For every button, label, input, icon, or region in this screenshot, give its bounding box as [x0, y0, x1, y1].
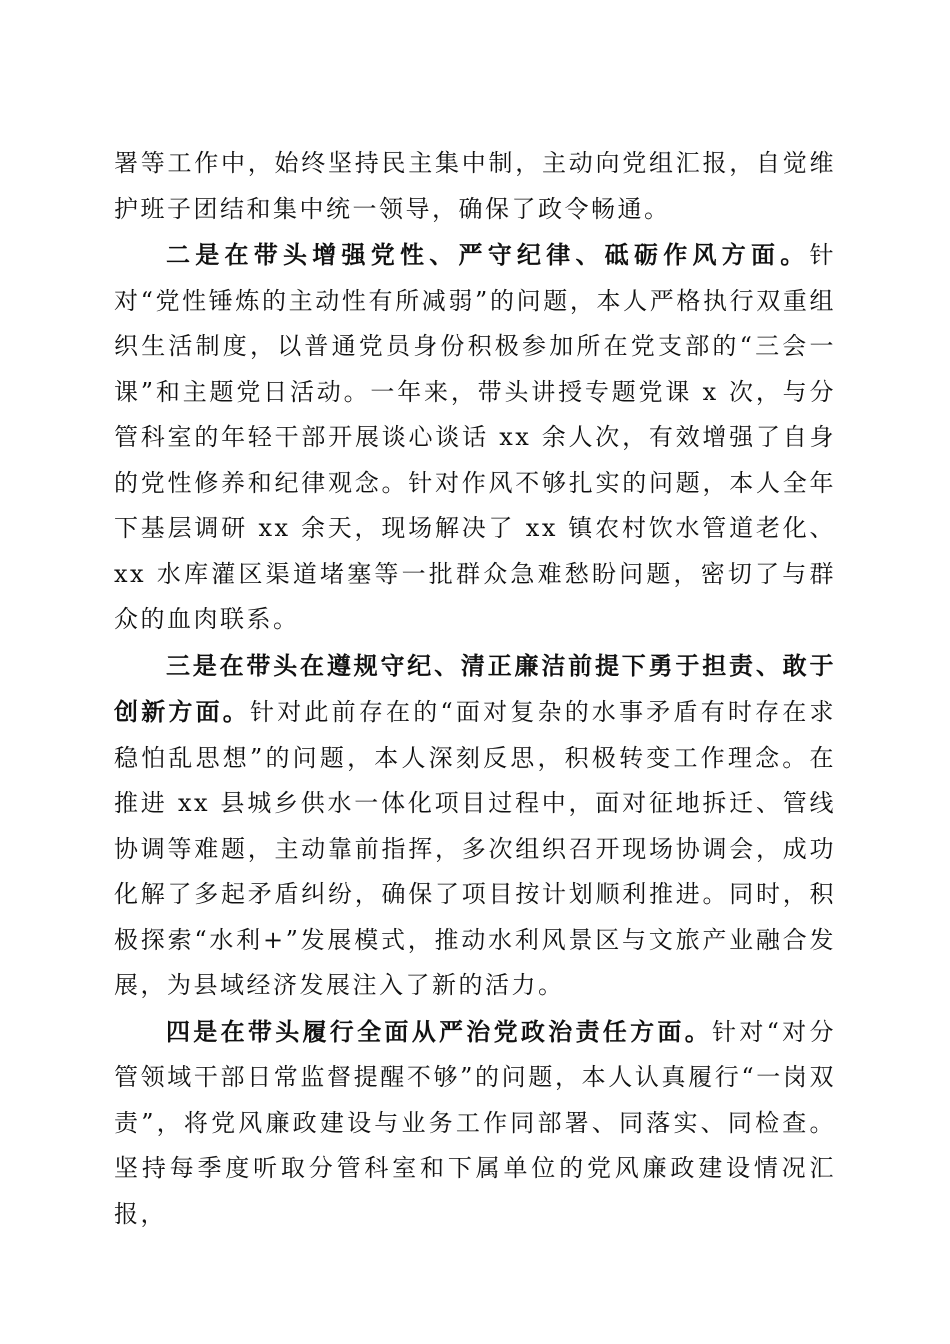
document-body	[114, 140, 836, 1237]
paragraph-3-lead: 三是在带头在遵规守纪、清正廉洁前提下勇于担责、敢于创新方面。	[114, 650, 836, 726]
paragraph-1-text: 署等工作中，始终坚持民主集中制，主动向党组汇报，自觉维护班子团结和集中统一领导，确保了政令畅通。	[114, 149, 836, 223]
paragraph-2	[114, 232, 836, 643]
paragraph-4-lead: 四是在带头履行全面从严治党政治责任方面。	[166, 1016, 713, 1046]
paragraph-4-text: 针对“对分管领域干部日常监督提醒不够”的问题，本人认真履行“一岗双责”，将党风廉政建设与业务工作同部署、同落实、同检查。坚持每季度听取分管科室和下属单位的党风廉政建设情况汇报，	[114, 1017, 836, 1228]
paragraph-2-text: 针对“党性锤炼的主动性有所减弱”的问题，本人严格执行双重组织生活制度，以普通党员身份积极参加所在党支部的“三会一课”和主题党日活动。一年来，带头讲授专题党课 x 次，与分管科室的年轻干部开展谈心谈话 xx 余人次，有效增强了自身的党性修养和纪律观念。针对作风不够扎实的问题，本人全年下基层调研 xx 余天，现场解决了 xx 镇农村饮水管道老化、xx 水库灌区渠道堵塞等一批群众急难愁盼问题，密切了与群众的血肉联系。	[114, 241, 836, 633]
paragraph-2-lead: 二是在带头增强党性、严守纪律、砥砺作风方面。	[166, 240, 810, 269]
paragraph-3	[114, 643, 836, 1009]
paragraph-3-text: 针对此前存在的“面对复杂的水事矛盾有时存在求稳怕乱思想”的问题，本人深刻反思，积极转变工作理念。在推进 xx 县城乡供水一体化项目过程中，面对征地拆迁、管线协调等难题，主动靠前指挥，多次组织召开现场协调会，成功化解了多起矛盾纠纷，确保了项目按计划顺利推进。同时，积极探索“水利+”发展模式，推动水利风景区与文旅产业融合发展，为县域经济发展注入了新的活力。	[114, 698, 836, 999]
paragraph-1	[114, 140, 836, 232]
paragraph-4	[114, 1009, 836, 1238]
